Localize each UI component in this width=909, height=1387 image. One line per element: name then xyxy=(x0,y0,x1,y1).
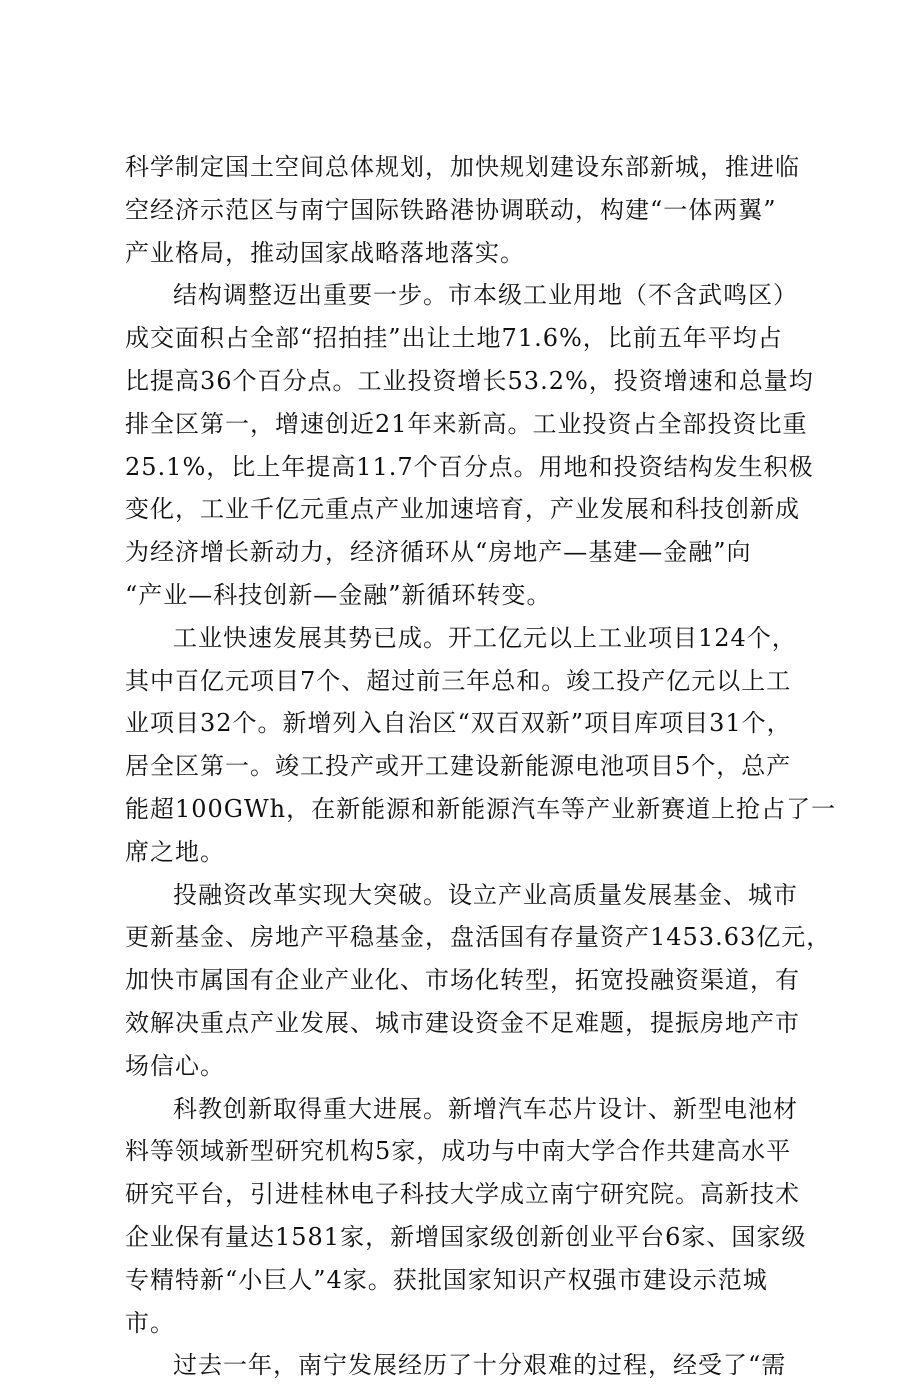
text-line: 科教创新取得重大进展。新增汽车芯片设计、新型电池材 xyxy=(173,1094,798,1123)
text-line: 产业格局，推动国家战略落地落实。 xyxy=(125,238,525,267)
text-line: 结构调整迈出重要一步。市本级工业用地（不含武鸣区） xyxy=(173,281,798,310)
text-line: 其中百亿元项目7个、超过前三年总和。竣工投产亿元以上工 xyxy=(125,666,792,695)
text-line: 席之地。 xyxy=(125,837,225,866)
text-line: 变化，工业千亿元重点产业加速培育，产业发展和科技创新成 xyxy=(125,495,800,524)
text-line: 科学制定国土空间总体规划，加快规划建设东部新城，推进临 xyxy=(125,153,800,181)
text-line: 25.1%，比上年提高11.7个百分点。用地和投资结构发生积极 xyxy=(125,452,814,481)
text-line: 为经济增长新动力，经济循环从“房地产—基建—金融”向 xyxy=(125,538,752,567)
text-line: 成交面积占全部“招拍挂”出让土地71.6%，比前五年平均占 xyxy=(125,324,783,353)
text-line: 过去一年，南宁发展经历了十分艰难的过程，经受了“需 xyxy=(173,1351,787,1380)
text-line: 空经济示范区与南宁国际铁路港协调联动，构建“一体两翼” xyxy=(125,195,777,224)
paragraph-1 xyxy=(125,146,805,274)
paragraph-4 xyxy=(125,874,832,1088)
text-line: 能超100GWh，在新能源和新能源汽车等产业新赛道上抢占了一 xyxy=(125,794,837,823)
text-line: 企业保有量达1581家，新增国家级创新创业平台6家、国家级 xyxy=(125,1222,807,1251)
text-line: 研究平台，引进桂林电子科技大学成立南宁研究院。高新技术 xyxy=(125,1180,800,1209)
text-line: 更新基金、房地产平稳基金，盘活国有存量资产1453.63亿元， xyxy=(125,923,832,952)
text-line: 业项目32个。新增列入自治区“双百双新”项目库项目31个， xyxy=(125,709,792,738)
paragraph-5 xyxy=(125,1088,805,1345)
paragraph-2 xyxy=(125,274,814,616)
paragraph-6 xyxy=(125,1344,805,1387)
text-line: 投融资改革实现大突破。设立产业高质量发展基金、城市 xyxy=(173,880,798,909)
text-line: 料等领域新型研究机构5家，成功与中南大学合作共建高水平 xyxy=(125,1137,792,1166)
text-line: 市。 xyxy=(125,1308,175,1337)
text-line: 专精特新“小巨人”4家。获批国家知识产权强市建设示范城 xyxy=(125,1265,768,1294)
text-line: 排全区第一，增速创近21年来新高。工业投资占全部投资比重 xyxy=(125,409,808,438)
text-line: 工业快速发展其势已成。开工亿元以上工业项目124个， xyxy=(173,623,797,652)
text-line: 场信心。 xyxy=(125,1051,225,1080)
text-line: 效解决重点产业发展、城市建设资金不足难题，提振房地产市 xyxy=(125,1008,800,1037)
text-line: “产业—科技创新—金融”新循环转变。 xyxy=(125,580,552,609)
paragraph-3 xyxy=(125,617,837,874)
text-line: 居全区第一。竣工投产或开工建设新能源电池项目5个，总产 xyxy=(125,752,792,781)
text-line: 比提高36个百分点。工业投资增长53.2%，投资增速和总量均 xyxy=(125,366,814,395)
document-body xyxy=(125,146,837,1387)
text-line: 加快市属国有企业产业化、市场化转型，拓宽投融资渠道，有 xyxy=(125,966,800,995)
